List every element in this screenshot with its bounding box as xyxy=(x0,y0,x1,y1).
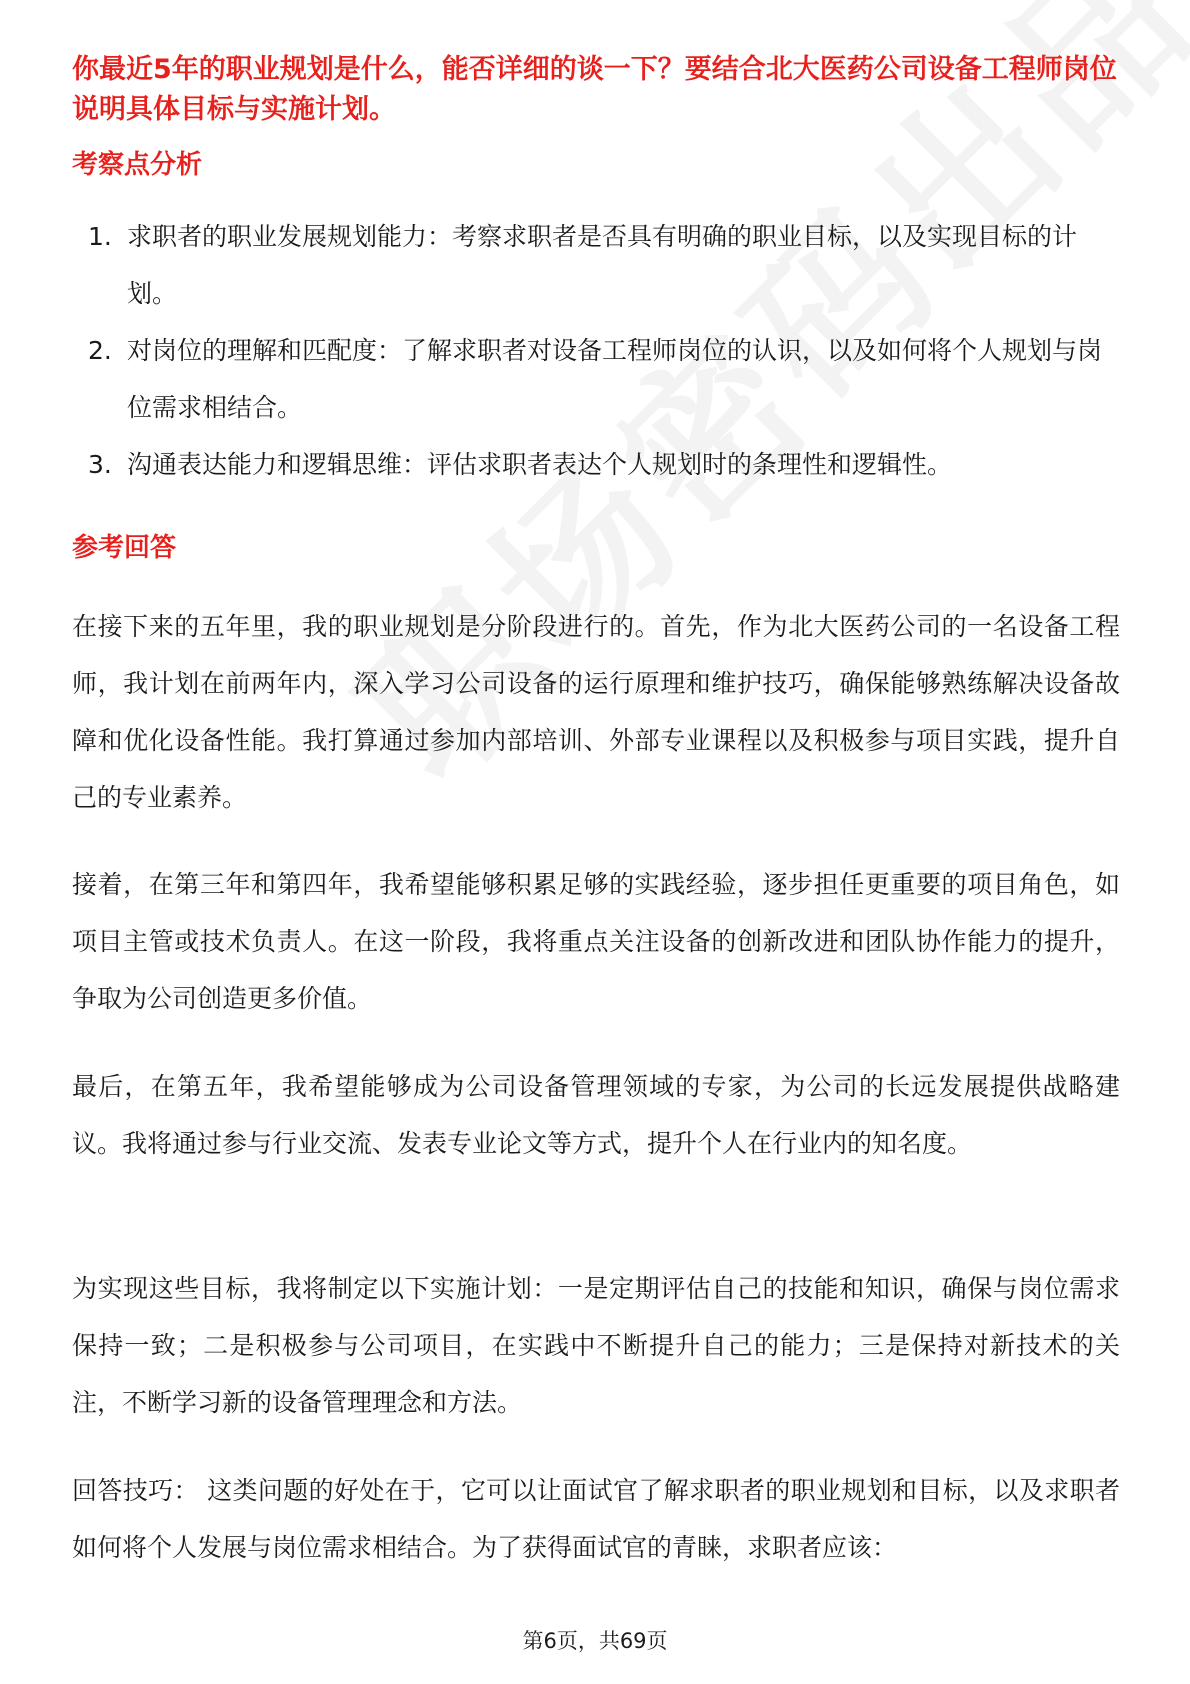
answer-paragraph: 接着，在第三年和第四年，我希望能够积累足够的实践经验，逐步担任更重要的项目角色，如项目主管或技术负责人。在这一阶段，我将重点关注设备的创新改进和团队协作能力的提升，争取为公司创造更多价值。 xyxy=(72,870,1120,1013)
answer-heading: 参考回答 xyxy=(72,533,177,563)
question-title: 你最近5年的职业规划是什么，能否详细的谈一下？要结合北大医药公司设备工程师岗位说明具体目标与实施计划。 xyxy=(72,54,1117,125)
answer-paragraph: 最后，在第五年，我希望能够成为公司设备管理领域的专家，为公司的长远发展提供战略建议。我将通过参与行业交流、发表专业论文等方式，提升个人在行业内的知名度。 xyxy=(72,1072,1120,1158)
answer-tips-paragraph: 回答技巧： 这类问题的好处在于，它可以让面试官了解求职者的职业规划和目标，以及求职者如何将个人发展与岗位需求相结合。为了获得面试官的青睐，求职者应该： xyxy=(72,1476,1120,1562)
analysis-item-number: 1. xyxy=(88,222,112,251)
analysis-item-text: 求职者的职业发展规划能力：考察求职者是否具有明确的职业目标，以及实现目标的计划。 xyxy=(127,222,1078,308)
analysis-item xyxy=(72,322,1117,436)
answer-paragraph: 在接下来的五年里，我的职业规划是分阶段进行的。首先，作为北大医药公司的一名设备工程师，我计划在前两年内，深入学习公司设备的运行原理和维护技巧，确保能够熟练解决设备故障和优化设备性能。我打算通过参加内部培训、外部专业课程以及积极参与项目实践，提升自己的专业素养。 xyxy=(72,612,1120,812)
analysis-list xyxy=(72,208,1117,493)
analysis-item-number: 2. xyxy=(88,336,112,365)
page-number-footer: 第6页，共69页 xyxy=(522,1629,668,1653)
answer-paragraph: 为实现这些目标，我将制定以下实施计划：一是定期评估自己的技能和知识，确保与岗位需求保持一致；二是积极参与公司项目，在实践中不断提升自己的能力；三是保持对新技术的关注，不断学习新的设备管理理念和方法。 xyxy=(72,1274,1120,1417)
analysis-item xyxy=(72,208,1117,322)
analysis-heading: 考察点分析 xyxy=(72,150,203,180)
analysis-item-text: 对岗位的理解和匹配度：了解求职者对设备工程师岗位的认识，以及如何将个人规划与岗位需求相结合。 xyxy=(127,336,1103,422)
analysis-item-number: 3. xyxy=(88,450,112,479)
analysis-item-text: 沟通表达能力和逻辑思维：评估求职者表达个人规划时的条理性和逻辑性。 xyxy=(127,450,953,479)
analysis-item xyxy=(72,436,1117,493)
